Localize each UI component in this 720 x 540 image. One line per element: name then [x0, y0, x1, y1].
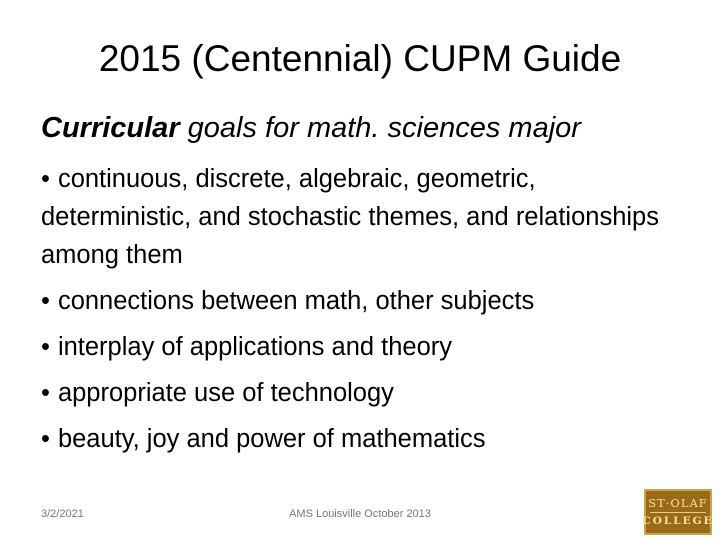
bullet-text: beauty, joy and power of mathematics [57, 425, 486, 453]
footer-date: 3/2/2021 [41, 508, 84, 520]
bullet-dot: • [41, 287, 50, 315]
bullet-dot: • [41, 379, 50, 407]
bullet-dot: • [41, 333, 50, 361]
slide-subtitle [41, 108, 581, 148]
bullet-text: appropriate use of technology [57, 379, 394, 407]
bullet-item [41, 374, 681, 412]
bullet-list [41, 160, 681, 466]
bullet-dot: • [41, 425, 50, 453]
bullet-item [41, 160, 681, 274]
logo-top-text: ST·OLAF [648, 496, 708, 510]
st-olaf-college-logo [644, 489, 712, 535]
subtitle-rest: goals for math. sciences major [179, 112, 581, 144]
bullet-text: connections between math, other subjects [57, 287, 535, 315]
bullet-dot: • [41, 165, 50, 193]
bullet-item [41, 420, 681, 458]
bullet-item [41, 328, 681, 366]
footer-center-text: AMS Louisville October 2013 [289, 508, 431, 520]
bullet-text: interplay of applications and theory [57, 333, 453, 361]
logo-bottom-text: COLLEGE [642, 515, 714, 527]
slide-title: 2015 (Centennial) CUPM Guide [98, 38, 622, 79]
bullet-text: continuous, discrete, algebraic, geometric, deterministic, and stochastic themes, and relationships among them [41, 165, 659, 269]
bullet-item [41, 282, 681, 320]
subtitle-emphasis: Curricular [41, 112, 180, 144]
logo-divider [650, 512, 706, 513]
